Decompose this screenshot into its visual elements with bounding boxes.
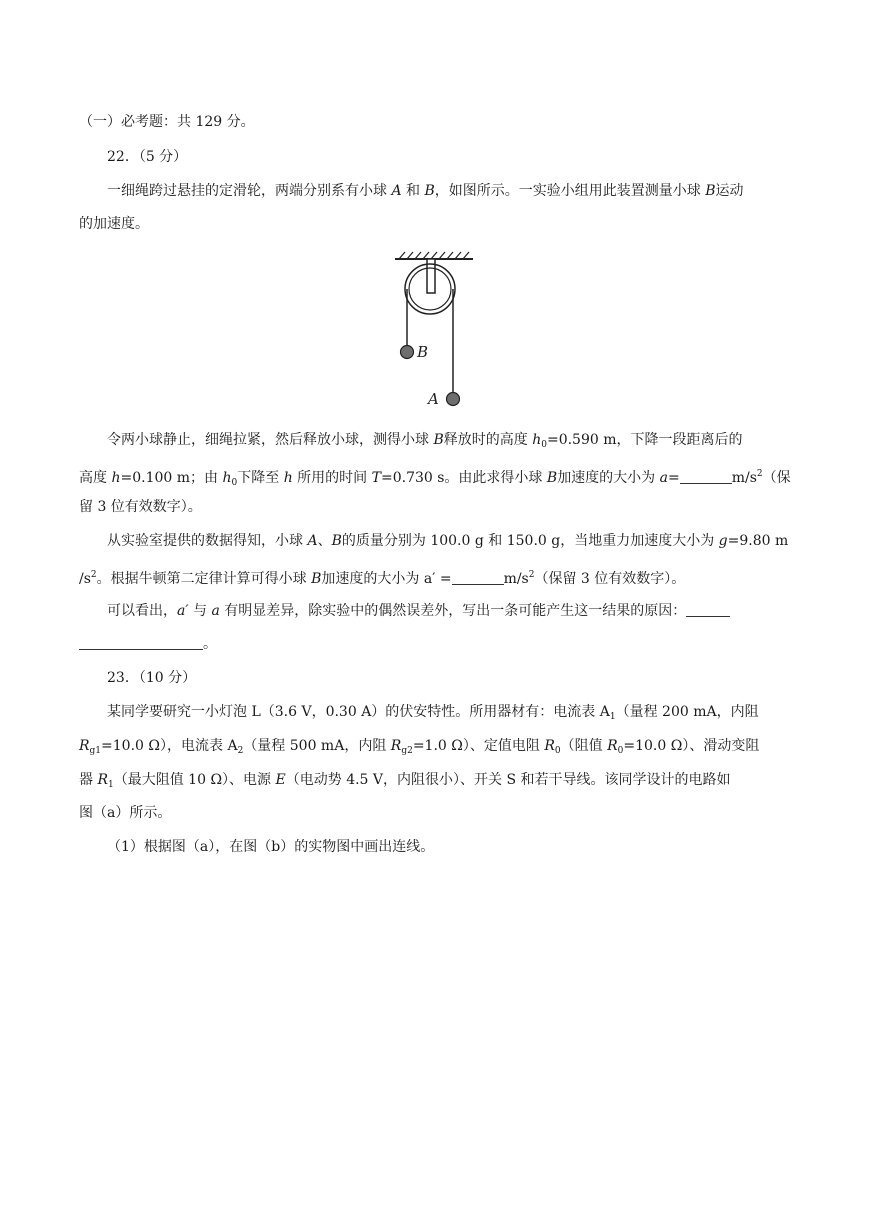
q22-para3-line2: 。 (79, 634, 794, 654)
q23-line2: $R_{g1}=10.0$ Ω），电流表 $A_2$（量程 500 mA，内阻 $R_{g2}=1.0$ Ω）、定值电阻 $R_0$（阻值 $R_0=10.0$ Ω）、滑动变阻 (79, 738, 760, 756)
answer-blank-reason-2[interactable] (79, 635, 203, 650)
q22-intro-line1: 一细绳跨过悬挂的定滑轮，两端分别系有小球 A 和 B，如图所示。一实验小组用此装置测量小球 B运动 (107, 183, 744, 199)
q22-intro-line2: 的加速度。 (79, 216, 149, 232)
q23-line3: 器 $R_1$（最大阻值 10 Ω）、电源 E（电动势 4.5 V，内阻很小）、开关 S 和若干导线。该同学设计的电路如 (79, 772, 731, 790)
q22-para1-line3: 留 3 位有效数字）。 (79, 499, 202, 515)
label-a: A (428, 390, 439, 408)
label-b: B (417, 343, 429, 361)
ball-b (401, 346, 414, 359)
q22-para2-line2: $/s^2$。根据牛顿第二定律计算可得小球 B加速度的大小为 $a' = m/s^2$（保留 3 位有效数字）。 (79, 570, 686, 587)
q22-para2-line1: 从实验室提供的数据得知，小球 A、B的质量分别为 100.0 g 和 150.0 g，当地重力加速度大小为 g=9.80 m (107, 533, 789, 549)
q23-line4: 图（a）所示。 (79, 805, 172, 821)
answer-blank-a-prime[interactable] (452, 570, 504, 585)
q23-line1: 某同学要研究一小灯泡 L（3.6 V，0.30 A）的伏安特性。所用器材有：电流表 $A_1$（量程 200 mA，内阻 (107, 704, 759, 722)
q22-para1-line1: 令两小球静止，细绳拉紧，然后释放小球，测得小球 B释放时的高度 $h_0=0.590$ m，下降一段距离后的 (107, 432, 743, 450)
answer-blank-reason-1[interactable] (686, 602, 730, 617)
q22-para3-line1: 可以看出，a′ 与 a 有明显差异，除实验中的偶然误差外，写出一条可能产生这一结果的原因： (107, 601, 822, 621)
ceiling-hatching (399, 252, 469, 259)
q22-para1-line2: 高度 h=0.100 m；由 $h_0$下降至 h 所用的时间 T=0.730 s。由此求得小球 B加速度的大小为 $a= m/s^2$（保 (79, 469, 791, 488)
pulley-figure (385, 243, 485, 415)
section-heading: （一）必考题：共 129 分。 (79, 114, 255, 130)
q23-part1: （1）根据图（a），在图（b）的实物图中画出连线。 (107, 839, 435, 855)
q22-number: 22．（5 分） (107, 149, 188, 165)
ball-a (447, 393, 460, 406)
q23-number: 23．（10 分） (107, 670, 197, 686)
answer-blank-a[interactable] (680, 469, 732, 484)
